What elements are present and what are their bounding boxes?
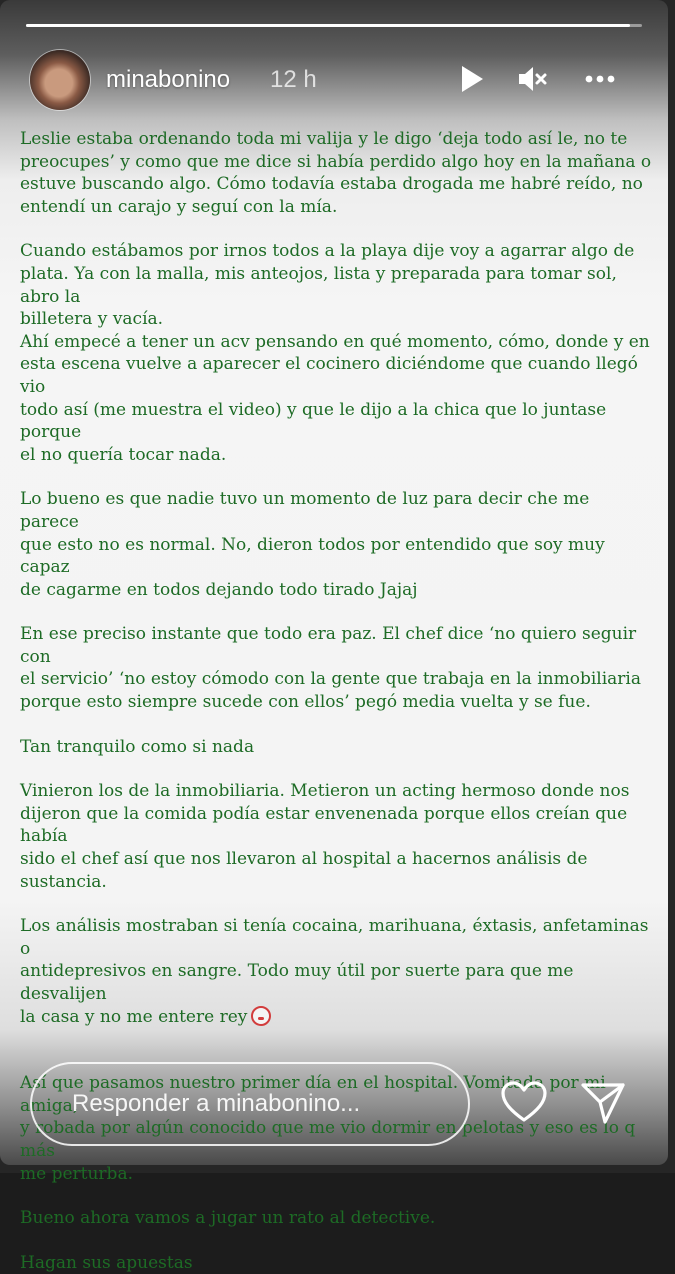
heart-icon[interactable] [500,1080,548,1124]
caption-paragraph: Así que pasamos nuestro primer día en el hospital. Vomitada por mi amiga, y robada por algún conocido que me vio dormir en pelotas y eso es lo q más me perturba. [20,1073,636,1184]
caption-paragraph: En ese preciso instante que todo era paz. El chef dice ‘no quiero seguir con el servicio’ ‘no estoy cómodo con la gente que trabaja en la inmobiliaria porque esto siempre sucede con ellos’ pegó media vuelta y se fue. [20,624,641,713]
story-progress-bar [26,24,642,27]
send-icon[interactable] [580,1080,626,1126]
avatar[interactable] [30,50,90,110]
caption-paragraph [20,915,652,1028]
caption-paragraph: Ahí empecé a tener un acv pensando en qué momento, cómo, donde y en esta escena vuelve a aparecer el cocinero diciéndome que cuando llegó vio todo así (me muestra el video) y que le dijo a la chica que lo juntase porque el no quería tocar nada. [20,331,650,465]
caption-paragraph: Cuando estábamos por irnos todos a la playa dije voy a agarrar algo de plata. Ya con la malla, mis anteojos, lista y preparada para tomar sol, abro la billetera y vacía. [20,241,635,330]
caption-paragraph: Vinieron los de la inmobiliaria. Metieron un acting hermoso donde nos dijeron que la comida podía estar envenenada porque ellos creían que había sido el chef así que nos llevaron al hospital a hacernos análisis de sustancia. [20,781,630,892]
play-icon[interactable] [454,62,488,96]
story-username[interactable]: minabonino [106,66,231,93]
caption-paragraph: Hagan sus apuestas [20,1252,193,1273]
caption-paragraph-text: Los análisis mostraban si tenía cocaina, marihuana, éxtasis, anfetaminas o antidepresivos en sangre. Todo muy útil por suerte para que me desvalijen la casa y no me entere rey [20,916,649,1027]
story-progress-fill [26,24,630,27]
caption-paragraph: Tan tranquilo como si nada [20,736,255,757]
reply-input[interactable]: Responder a minabonino... [30,1062,470,1146]
clown-emoji-icon [251,1006,271,1026]
more-options-icon[interactable] [583,62,617,96]
story-timestamp: 12 h [270,66,317,93]
caption-paragraph: Lo bueno es que nadie tuvo un momento de luz para decir che me parece que esto no es normal. No, dieron todos por entendido que soy muy capaz de cagarme en todos dejando todo tirado Jajaj [20,489,605,600]
caption-paragraph: Bueno ahora vamos a jugar un rato al detective. [20,1208,436,1229]
caption-paragraph: Leslie estaba ordenando toda mi valija y le digo ‘deja todo así le, no te preocupes’ y como que me dice si había perdido algo hoy en la mañana o estuve buscando algo. Cómo todavía estaba drogada me habré reído, no entendí un carajo y seguí con la mía. [20,129,652,217]
mute-icon[interactable] [515,62,549,96]
